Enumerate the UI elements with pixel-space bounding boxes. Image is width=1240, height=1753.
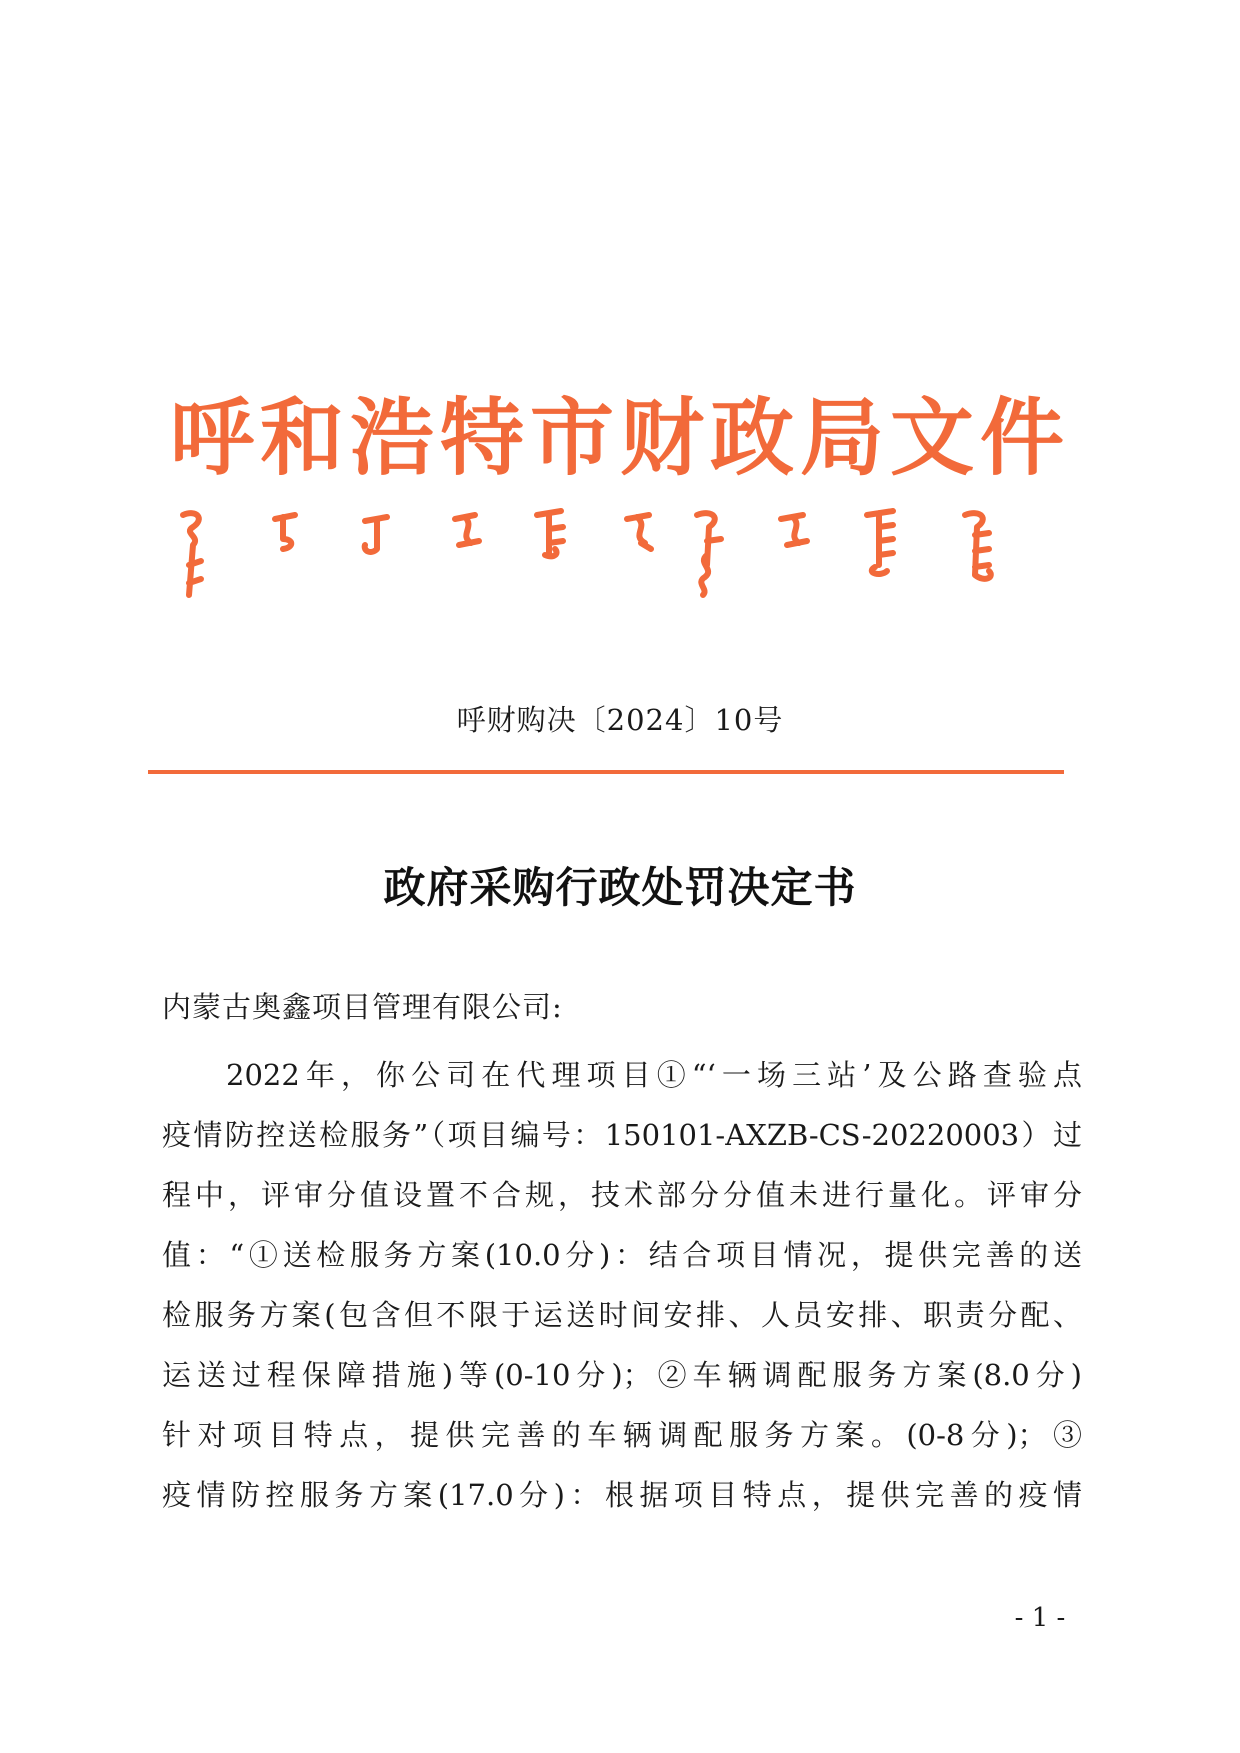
body-line: 检服务方案(包含但不限于运送时间安排、人员安排、职责分配、	[162, 1298, 1082, 1332]
document-number: 呼财购决〔2024〕10号	[456, 703, 784, 737]
addressee: 内蒙古奥鑫项目管理有限公司:	[162, 990, 563, 1024]
page-number: - 1 -	[1014, 1603, 1066, 1633]
body-text	[162, 1045, 1082, 1525]
mongolian-script-graphic	[175, 505, 1035, 605]
decision-title: 政府采购行政处罚决定书	[383, 863, 857, 912]
body-line: 值：“①送检服务方案(10.0分)：结合项目情况，提供完善的送	[162, 1238, 1082, 1272]
issuing-authority-title: 呼和浩特市财政局文件	[169, 388, 1070, 487]
body-line: 2022年，你公司在代理项目①“‘一场三站’及公路查验点	[226, 1058, 1082, 1092]
body-line: 疫情防控服务方案(17.0分)：根据项目特点，提供完善的疫情	[162, 1478, 1082, 1512]
red-divider-line	[148, 770, 1064, 774]
mongolian-script-title	[175, 505, 1035, 605]
body-line: 运送过程保障措施)等(0-10分)；②车辆调配服务方案(8.0分)	[162, 1358, 1082, 1392]
body-line: 程中，评审分值设置不合规，技术部分分值未进行量化。评审分	[162, 1178, 1082, 1212]
body-line: 疫情防控送检服务”（项目编号：150101-AXZB-CS-20220003）过	[162, 1118, 1082, 1152]
body-line: 针对项目特点，提供完善的车辆调配服务方案。(0-8分)；③	[162, 1418, 1082, 1452]
